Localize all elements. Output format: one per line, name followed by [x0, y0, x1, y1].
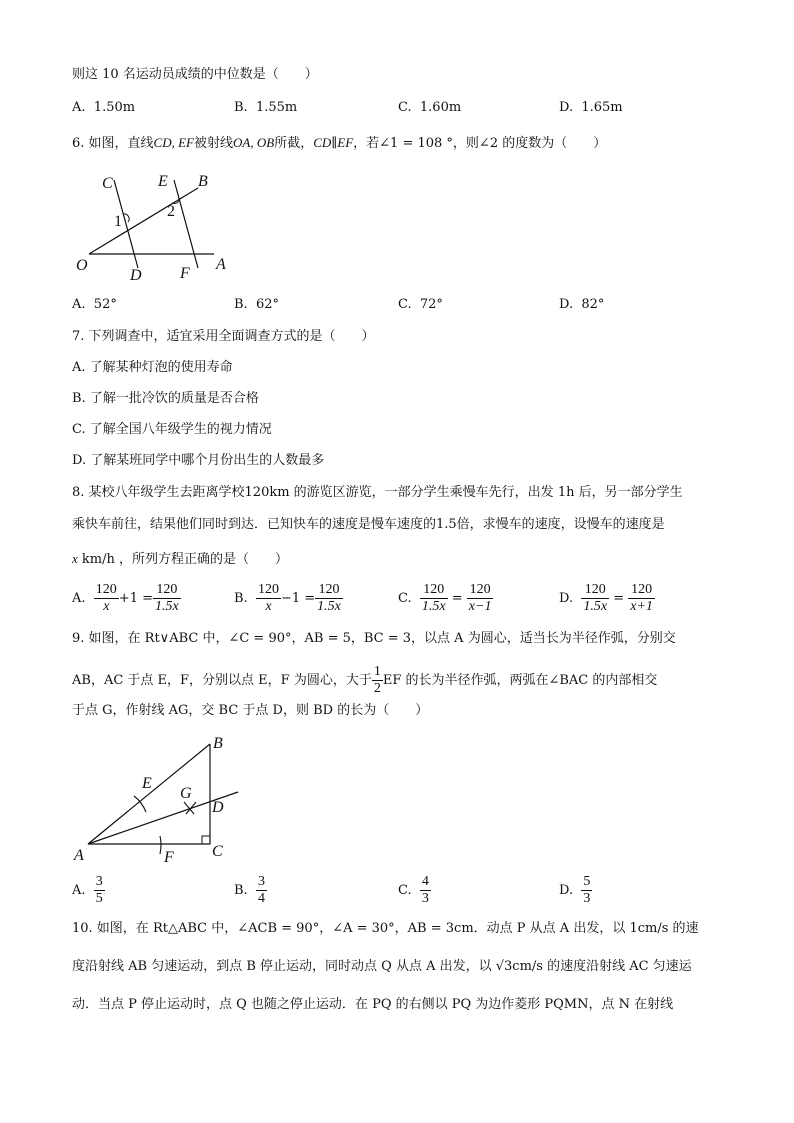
q6-option-a: A. 52°: [72, 297, 117, 312]
q6-figure: [74, 168, 244, 280]
q8-line-2: 乘快车前往，结果他们同时到达．已知快车的速度是慢车速度的1.5倍，求慢车的速度，设慢车的速度是: [72, 517, 665, 532]
right-angle-mark: [202, 836, 210, 844]
q9-option-c: C. $\frac{4}{3}$: [398, 874, 429, 906]
q10-line-3: 动．当点 P 停止运动时，点 Q 也随之停止运动．在 PQ 的右侧以 PQ 为边作菱形 PQMN，点 N 在射线: [72, 997, 674, 1012]
label-c: C: [102, 175, 113, 192]
arc-g-2: [186, 802, 196, 814]
label-c: C: [212, 843, 223, 860]
q6-option-c: C. 72°: [398, 297, 443, 312]
q9-line-3: 于点 G，作射线 AG，交 BC 于点 D，则 BD 的长为（ ）: [72, 703, 429, 718]
q9-option-a: A. $\frac{3}{5}$: [72, 874, 103, 906]
q6-option-d: D. 82°: [559, 297, 605, 312]
q9-option-b: B. $\frac{3}{4}$: [234, 874, 265, 906]
q8-line-1: 8. 某校八年级学生去距离学校120km 的游览区游览，一部分学生乘慢车先行，出发 1h 后，另一部分学生: [72, 485, 683, 500]
q6-option-b: B. 62°: [234, 297, 279, 312]
label-d: D: [130, 267, 142, 280]
q10-line-1: 10. 如图，在 Rt△ABC 中，∠ACB = 90°，∠A = 30°，AB = 3cm．动点 P 从点 A 出发，以 1cm/s 的速: [72, 921, 699, 936]
label-b: B: [213, 735, 223, 752]
ray-ob: [89, 188, 198, 254]
label-e: E: [158, 173, 168, 190]
q9-option-d: D. $\frac{5}{3}$: [559, 874, 591, 906]
label-2: 2: [167, 203, 175, 220]
label-d: D: [212, 799, 224, 816]
q7-option-b: B. 了解一批冷饮的质量是否合格: [72, 391, 259, 406]
label-g: G: [180, 785, 192, 802]
q7-option-d: D. 了解某班同学中哪个月份出生的人数最多: [72, 453, 325, 468]
q5-option-d: D. 1.65m: [559, 100, 623, 115]
side-ab: [88, 744, 210, 844]
q5-option-b: B. 1.55m: [234, 100, 298, 115]
q7-stem: 7. 下列调查中，适宜采用全面调查方式的是（ ）: [72, 329, 375, 344]
label-f: F: [180, 265, 190, 280]
label-a: A: [74, 847, 84, 864]
q9-line-1: 9. 如图，在 Rt∨ABC 中，∠C = 90°，AB = 5，BC = 3，以点 A 为圆心，适当长为半径作弧，分别交: [72, 631, 676, 646]
q9-line-2: AB，AC 于点 E，F，分别以点 E，F 为圆心，大于 $\frac{1}{2}$ EF 的长为半径作弧，两弧在∠BAC 的内部相交: [72, 664, 658, 696]
label-a: A: [216, 256, 226, 273]
label-f: F: [164, 849, 174, 866]
q8-option-c: C. $\frac{120}{1.5x}$ = $\frac{120}{x-1}$: [398, 582, 492, 614]
q8-option-a: A. $\frac{120}{x}$ +1 = $\frac{120}{1.5x}$: [72, 582, 179, 614]
q7-option-c: C. 了解全国八年级学生的视力情况: [72, 422, 272, 437]
label-o: O: [76, 257, 88, 274]
q6-stem: 6. 如图，直线CD, EF被射线OA, OB所截，CD∥EF，若∠1 = 108 °，则∠2 的度数为（ ）: [72, 135, 607, 151]
label-1: 1: [114, 213, 122, 230]
q8-option-b: B. $\frac{120}{x}$ −1 = $\frac{120}{1.5x}$: [234, 582, 341, 614]
label-b: B: [198, 173, 208, 190]
q5-stem: 则这 10 名运动员成绩的中位数是（ ）: [72, 67, 318, 82]
q5-option-a: A. 1.50m: [72, 100, 136, 115]
q10-line-2: 度沿射线 AB 匀速运动，到点 B 停止运动，同时动点 Q 从点 A 出发，以 √3cm/s 的速度沿射线 AC 匀速运: [72, 959, 692, 974]
arc-f: [160, 836, 161, 854]
q9-figure: [70, 732, 250, 866]
label-e: E: [142, 775, 152, 792]
q7-option-a: A. 了解某种灯泡的使用寿命: [72, 360, 233, 375]
q8-line-3: x km/h ，所列方程正确的是（ ）: [72, 551, 289, 567]
q8-option-d: D. $\frac{120}{1.5x}$ = $\frac{120}{x+1}$: [559, 582, 653, 614]
q5-option-c: C. 1.60m: [398, 100, 462, 115]
line-ef: [174, 180, 198, 268]
